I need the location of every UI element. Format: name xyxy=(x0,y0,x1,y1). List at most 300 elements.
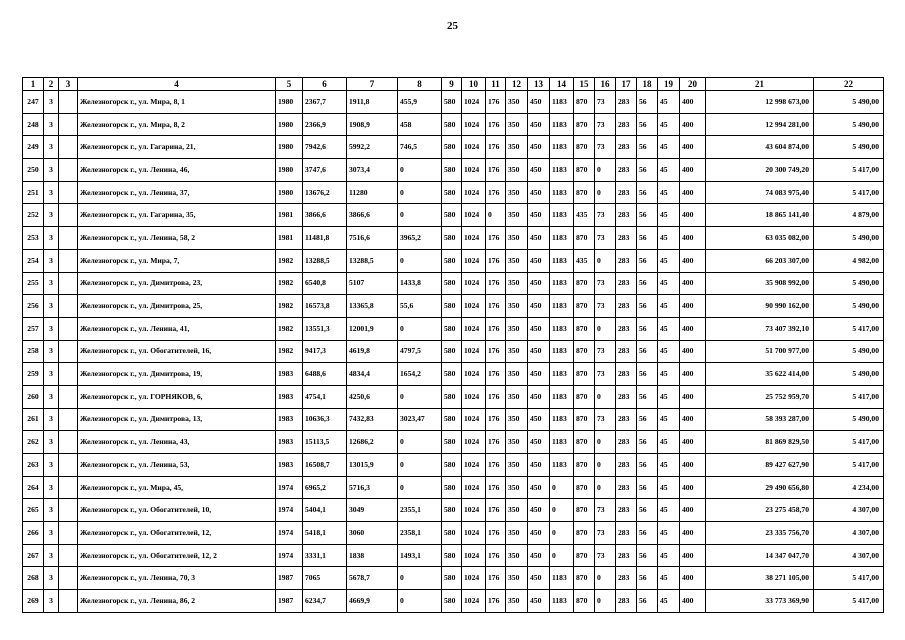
table-cell: 580 xyxy=(442,544,462,567)
table-cell: 350 xyxy=(506,249,528,272)
table-cell: 3 xyxy=(44,567,59,590)
table-cell: 3 xyxy=(44,522,59,545)
table-cell: 1024 xyxy=(462,204,486,227)
table-row xyxy=(23,340,884,363)
table-cell: 1982 xyxy=(276,272,303,295)
table-cell: 258 xyxy=(23,340,44,363)
table-cell xyxy=(59,590,78,613)
table-cell: 400 xyxy=(680,454,706,477)
table-cell: 870 xyxy=(574,567,595,590)
table-cell: 450 xyxy=(528,249,550,272)
header-row xyxy=(23,78,884,91)
column-header-22: 22 xyxy=(814,78,884,91)
table-cell: 73 xyxy=(595,272,616,295)
table-row xyxy=(23,272,884,295)
table-cell: 0 xyxy=(398,567,442,590)
column-header-6: 6 xyxy=(303,78,347,91)
table-cell: 3 xyxy=(44,499,59,522)
table-cell: 870 xyxy=(574,476,595,499)
table-cell: 350 xyxy=(506,385,528,408)
table-cell: 400 xyxy=(680,431,706,454)
table-cell: 5 490,00 xyxy=(814,91,884,114)
table-cell: 3866,6 xyxy=(347,204,398,227)
table-cell: 870 xyxy=(574,181,595,204)
table-cell: 1183 xyxy=(550,113,574,136)
table-cell: 5 417,00 xyxy=(814,181,884,204)
address-cell: Железногорск г., ул. Ленина, 43, xyxy=(78,431,276,454)
table-cell: 0 xyxy=(550,522,574,545)
table-cell: 3747,6 xyxy=(303,159,347,182)
address-cell: Железногорск г., ул. Димитрова, 19, xyxy=(78,363,276,386)
table-cell: 3 xyxy=(44,204,59,227)
table-cell: 12001,9 xyxy=(347,317,398,340)
table-cell: 56 xyxy=(637,363,658,386)
table-cell: 45 xyxy=(658,363,680,386)
table-cell: 400 xyxy=(680,363,706,386)
table-cell: 33 773 369,90 xyxy=(706,590,814,613)
table-cell: 45 xyxy=(658,408,680,431)
table-cell: 45 xyxy=(658,567,680,590)
table-cell: 176 xyxy=(486,567,506,590)
table-cell: 283 xyxy=(616,159,637,182)
table-cell: 45 xyxy=(658,340,680,363)
table-cell: 74 083 975,40 xyxy=(706,181,814,204)
table-cell: 1183 xyxy=(550,181,574,204)
table-cell: 4797,5 xyxy=(398,340,442,363)
table-cell: 43 604 874,00 xyxy=(706,136,814,159)
table-cell: 0 xyxy=(398,385,442,408)
table-cell: 45 xyxy=(658,522,680,545)
table-cell: 3866,6 xyxy=(303,204,347,227)
table-cell: 1024 xyxy=(462,113,486,136)
table-cell: 450 xyxy=(528,454,550,477)
table-cell: 580 xyxy=(442,181,462,204)
address-cell: Железногорск г., ул. Обогатителей, 12, 2 xyxy=(78,544,276,567)
table-cell: 1980 xyxy=(276,159,303,182)
table-row xyxy=(23,295,884,318)
address-cell: Железногорск г., ул. Ленина, 41, xyxy=(78,317,276,340)
table-cell: 350 xyxy=(506,499,528,522)
table-cell: 5678,7 xyxy=(347,567,398,590)
table-cell: 1983 xyxy=(276,454,303,477)
table-cell: 1024 xyxy=(462,295,486,318)
table-cell: 7516,6 xyxy=(347,227,398,250)
table-cell: 400 xyxy=(680,249,706,272)
table-cell: 3965,2 xyxy=(398,227,442,250)
column-header-5: 5 xyxy=(276,78,303,91)
table-cell: 56 xyxy=(637,136,658,159)
table-cell: 14 347 047,70 xyxy=(706,544,814,567)
column-header-2: 2 xyxy=(44,78,59,91)
table-cell: 400 xyxy=(680,272,706,295)
address-cell: Железногорск г., ул. Обогатителей, 12, xyxy=(78,522,276,545)
table-cell: 283 xyxy=(616,522,637,545)
table-cell: 1183 xyxy=(550,227,574,250)
table-cell: 12 998 673,00 xyxy=(706,91,814,114)
table-cell: 266 xyxy=(23,522,44,545)
table-cell: 1911,8 xyxy=(347,91,398,114)
table-cell: 176 xyxy=(486,91,506,114)
table-row xyxy=(23,113,884,136)
table-cell: 350 xyxy=(506,272,528,295)
table-cell: 268 xyxy=(23,567,44,590)
table-cell: 870 xyxy=(574,431,595,454)
table-cell: 450 xyxy=(528,363,550,386)
table-cell xyxy=(59,113,78,136)
table-cell: 1980 xyxy=(276,91,303,114)
table-cell: 450 xyxy=(528,385,550,408)
table-cell: 350 xyxy=(506,431,528,454)
table-cell: 252 xyxy=(23,204,44,227)
address-cell: Железногорск г., ул. ГОРНЯКОВ, 6, xyxy=(78,385,276,408)
table-cell: 18 865 141,40 xyxy=(706,204,814,227)
table-cell xyxy=(59,136,78,159)
table-cell: 400 xyxy=(680,204,706,227)
table-cell: 870 xyxy=(574,272,595,295)
table-cell: 6965,2 xyxy=(303,476,347,499)
table-cell: 1183 xyxy=(550,431,574,454)
table-cell: 283 xyxy=(616,295,637,318)
table-cell xyxy=(59,567,78,590)
table-cell: 5 490,00 xyxy=(814,408,884,431)
table-cell xyxy=(59,522,78,545)
table-cell: 176 xyxy=(486,249,506,272)
table-cell: 0 xyxy=(398,181,442,204)
table-cell: 4 234,00 xyxy=(814,476,884,499)
address-cell: Железногорск г., ул. Ленина, 37, xyxy=(78,181,276,204)
table-cell: 1024 xyxy=(462,363,486,386)
table-cell: 450 xyxy=(528,227,550,250)
table-cell: 5 417,00 xyxy=(814,454,884,477)
table-cell: 580 xyxy=(442,476,462,499)
table-cell: 870 xyxy=(574,590,595,613)
table-cell: 580 xyxy=(442,227,462,250)
table-cell: 1024 xyxy=(462,544,486,567)
table-cell: 870 xyxy=(574,136,595,159)
column-header-20: 20 xyxy=(680,78,706,91)
table-cell: 450 xyxy=(528,431,550,454)
table-cell xyxy=(59,431,78,454)
table-cell: 73 xyxy=(595,91,616,114)
table-cell: 256 xyxy=(23,295,44,318)
table-cell: 870 xyxy=(574,159,595,182)
table-cell: 283 xyxy=(616,476,637,499)
table-cell: 1024 xyxy=(462,136,486,159)
column-header-17: 17 xyxy=(616,78,637,91)
table-cell xyxy=(59,454,78,477)
table-cell: 746,5 xyxy=(398,136,442,159)
table-cell: 1183 xyxy=(550,340,574,363)
table-cell: 81 869 829,50 xyxy=(706,431,814,454)
table-cell: 400 xyxy=(680,317,706,340)
table-cell: 4754,1 xyxy=(303,385,347,408)
table-cell: 56 xyxy=(637,317,658,340)
table-cell: 1183 xyxy=(550,91,574,114)
table-cell: 580 xyxy=(442,590,462,613)
table-cell xyxy=(59,340,78,363)
table-cell: 580 xyxy=(442,522,462,545)
table-cell: 265 xyxy=(23,499,44,522)
table-cell: 73 xyxy=(595,363,616,386)
table-cell: 450 xyxy=(528,181,550,204)
table-cell: 580 xyxy=(442,317,462,340)
table-cell: 580 xyxy=(442,454,462,477)
table-cell: 1024 xyxy=(462,181,486,204)
table-cell: 1024 xyxy=(462,431,486,454)
table-cell: 580 xyxy=(442,340,462,363)
table-cell: 350 xyxy=(506,522,528,545)
table-cell: 260 xyxy=(23,385,44,408)
table-cell: 0 xyxy=(595,159,616,182)
table-cell: 450 xyxy=(528,522,550,545)
table-cell: 283 xyxy=(616,363,637,386)
table-row xyxy=(23,522,884,545)
table-cell: 350 xyxy=(506,544,528,567)
table-cell: 870 xyxy=(574,499,595,522)
table-cell: 283 xyxy=(616,136,637,159)
table-cell: 580 xyxy=(442,272,462,295)
table-cell: 580 xyxy=(442,363,462,386)
table-cell: 66 203 307,00 xyxy=(706,249,814,272)
table-cell: 3 xyxy=(44,227,59,250)
table-cell: 870 xyxy=(574,295,595,318)
table-cell: 249 xyxy=(23,136,44,159)
table-cell: 15113,5 xyxy=(303,431,347,454)
table-cell: 580 xyxy=(442,431,462,454)
column-header-18: 18 xyxy=(637,78,658,91)
table-cell: 51 700 977,00 xyxy=(706,340,814,363)
table-cell: 350 xyxy=(506,340,528,363)
table-cell: 7065 xyxy=(303,567,347,590)
column-header-13: 13 xyxy=(528,78,550,91)
table-cell: 5992,2 xyxy=(347,136,398,159)
table-row xyxy=(23,431,884,454)
table-cell: 4619,8 xyxy=(347,340,398,363)
table-cell: 4 307,00 xyxy=(814,522,884,545)
table-cell: 450 xyxy=(528,317,550,340)
table-cell: 1024 xyxy=(462,385,486,408)
table-cell: 176 xyxy=(486,272,506,295)
table-cell: 450 xyxy=(528,204,550,227)
table-cell: 1024 xyxy=(462,499,486,522)
table-cell: 400 xyxy=(680,522,706,545)
table-cell: 45 xyxy=(658,476,680,499)
address-cell: Железногорск г., ул. Димитрова, 13, xyxy=(78,408,276,431)
table-cell: 255 xyxy=(23,272,44,295)
column-header-8: 8 xyxy=(398,78,442,91)
table-cell: 1024 xyxy=(462,567,486,590)
table-cell: 580 xyxy=(442,204,462,227)
table-cell: 283 xyxy=(616,385,637,408)
table-cell xyxy=(59,249,78,272)
table-cell: 13551,3 xyxy=(303,317,347,340)
column-header-1: 1 xyxy=(23,78,44,91)
table-cell: 1024 xyxy=(462,476,486,499)
table-cell: 1974 xyxy=(276,522,303,545)
table-cell: 283 xyxy=(616,249,637,272)
table-cell: 90 990 162,00 xyxy=(706,295,814,318)
table-cell: 5 417,00 xyxy=(814,590,884,613)
table-cell: 1183 xyxy=(550,295,574,318)
table-cell: 73 xyxy=(595,408,616,431)
table-cell xyxy=(59,227,78,250)
column-header-7: 7 xyxy=(347,78,398,91)
table-cell: 1183 xyxy=(550,136,574,159)
table-cell xyxy=(59,363,78,386)
table-cell: 1024 xyxy=(462,454,486,477)
address-cell: Железногорск г., ул. Ленина, 86, 2 xyxy=(78,590,276,613)
table-cell: 580 xyxy=(442,499,462,522)
table-cell: 400 xyxy=(680,159,706,182)
table-cell: 1024 xyxy=(462,227,486,250)
column-header-19: 19 xyxy=(658,78,680,91)
table-cell: 45 xyxy=(658,227,680,250)
table-cell: 5 490,00 xyxy=(814,340,884,363)
table-cell: 45 xyxy=(658,317,680,340)
table-cell xyxy=(59,385,78,408)
table-row xyxy=(23,499,884,522)
table-row xyxy=(23,476,884,499)
table-cell: 45 xyxy=(658,249,680,272)
table-cell xyxy=(59,181,78,204)
table-cell: 455,9 xyxy=(398,91,442,114)
table-cell: 0 xyxy=(398,454,442,477)
table-row xyxy=(23,181,884,204)
table-cell: 5 490,00 xyxy=(814,136,884,159)
table-cell: 3 xyxy=(44,340,59,363)
table-cell: 73 xyxy=(595,204,616,227)
table-cell xyxy=(59,317,78,340)
table-cell: 3049 xyxy=(347,499,398,522)
table-cell: 1983 xyxy=(276,385,303,408)
table-cell: 1183 xyxy=(550,408,574,431)
table-cell: 350 xyxy=(506,317,528,340)
table-cell: 5 417,00 xyxy=(814,431,884,454)
table-cell: 1987 xyxy=(276,567,303,590)
table-cell: 350 xyxy=(506,113,528,136)
table-cell: 56 xyxy=(637,476,658,499)
table-cell: 1838 xyxy=(347,544,398,567)
table-cell: 283 xyxy=(616,91,637,114)
address-cell: Железногорск г., ул. Гагарина, 21, xyxy=(78,136,276,159)
table-cell: 1980 xyxy=(276,136,303,159)
table-cell: 1980 xyxy=(276,113,303,136)
table-cell: 400 xyxy=(680,385,706,408)
table-cell: 870 xyxy=(574,522,595,545)
table-cell: 0 xyxy=(550,544,574,567)
table-cell xyxy=(59,91,78,114)
table-cell: 450 xyxy=(528,159,550,182)
table-cell: 11481,8 xyxy=(303,227,347,250)
table-cell: 247 xyxy=(23,91,44,114)
table-cell: 253 xyxy=(23,227,44,250)
table-cell: 1183 xyxy=(550,249,574,272)
table-cell: 176 xyxy=(486,454,506,477)
address-cell: Железногорск г., ул. Мира, 8, 1 xyxy=(78,91,276,114)
table-cell: 56 xyxy=(637,454,658,477)
address-cell: Железногорск г., ул. Димитрова, 23, xyxy=(78,272,276,295)
table-cell: 5404,1 xyxy=(303,499,347,522)
table-cell: 13288,5 xyxy=(303,249,347,272)
table-cell: 176 xyxy=(486,136,506,159)
table-cell: 248 xyxy=(23,113,44,136)
table-cell: 12 994 281,00 xyxy=(706,113,814,136)
register-table xyxy=(22,77,884,613)
table-cell: 176 xyxy=(486,544,506,567)
table-cell: 870 xyxy=(574,363,595,386)
table-cell: 4834,4 xyxy=(347,363,398,386)
address-cell: Железногорск г., ул. Ленина, 46, xyxy=(78,159,276,182)
table-cell: 56 xyxy=(637,590,658,613)
table-cell: 870 xyxy=(574,385,595,408)
table-row xyxy=(23,317,884,340)
table-cell: 1024 xyxy=(462,522,486,545)
table-cell: 73 xyxy=(595,544,616,567)
table-cell: 283 xyxy=(616,431,637,454)
table-cell: 3 xyxy=(44,295,59,318)
table-cell: 283 xyxy=(616,499,637,522)
table-cell xyxy=(59,159,78,182)
table-cell: 23 335 756,70 xyxy=(706,522,814,545)
table-cell: 13365,8 xyxy=(347,295,398,318)
table-cell: 5 417,00 xyxy=(814,159,884,182)
table-cell: 45 xyxy=(658,295,680,318)
address-cell: Железногорск г., ул. Обогатителей, 16, xyxy=(78,340,276,363)
address-cell: Железногорск г., ул. Обогатителей, 10, xyxy=(78,499,276,522)
table-cell: 3 xyxy=(44,408,59,431)
table-cell: 10636,3 xyxy=(303,408,347,431)
table-cell: 1974 xyxy=(276,476,303,499)
table-cell: 400 xyxy=(680,227,706,250)
table-cell: 3023,47 xyxy=(398,408,442,431)
table-cell: 0 xyxy=(398,317,442,340)
table-cell: 176 xyxy=(486,476,506,499)
table-row xyxy=(23,159,884,182)
table-cell: 1974 xyxy=(276,544,303,567)
table-cell: 1908,9 xyxy=(347,113,398,136)
table-cell: 1024 xyxy=(462,590,486,613)
table-cell: 16573,8 xyxy=(303,295,347,318)
table-cell: 29 490 656,80 xyxy=(706,476,814,499)
table-cell: 73 xyxy=(595,340,616,363)
table-cell: 257 xyxy=(23,317,44,340)
table-cell: 176 xyxy=(486,181,506,204)
table-cell: 0 xyxy=(595,567,616,590)
table-cell: 3 xyxy=(44,159,59,182)
table-cell: 0 xyxy=(595,431,616,454)
table-cell: 283 xyxy=(616,272,637,295)
table-cell: 580 xyxy=(442,159,462,182)
column-header-11: 11 xyxy=(486,78,506,91)
table-cell: 350 xyxy=(506,363,528,386)
table-cell: 45 xyxy=(658,272,680,295)
table-cell: 350 xyxy=(506,295,528,318)
table-cell: 450 xyxy=(528,499,550,522)
table-cell: 1982 xyxy=(276,317,303,340)
table-cell: 3331,1 xyxy=(303,544,347,567)
table-cell: 435 xyxy=(574,204,595,227)
table-row xyxy=(23,249,884,272)
table-cell: 3 xyxy=(44,590,59,613)
table-cell: 3 xyxy=(44,113,59,136)
table-cell: 1024 xyxy=(462,408,486,431)
table-cell: 450 xyxy=(528,408,550,431)
table-cell: 269 xyxy=(23,590,44,613)
table-cell: 5 417,00 xyxy=(814,385,884,408)
table-cell: 580 xyxy=(442,249,462,272)
table-cell: 283 xyxy=(616,544,637,567)
table-cell: 6540,8 xyxy=(303,272,347,295)
